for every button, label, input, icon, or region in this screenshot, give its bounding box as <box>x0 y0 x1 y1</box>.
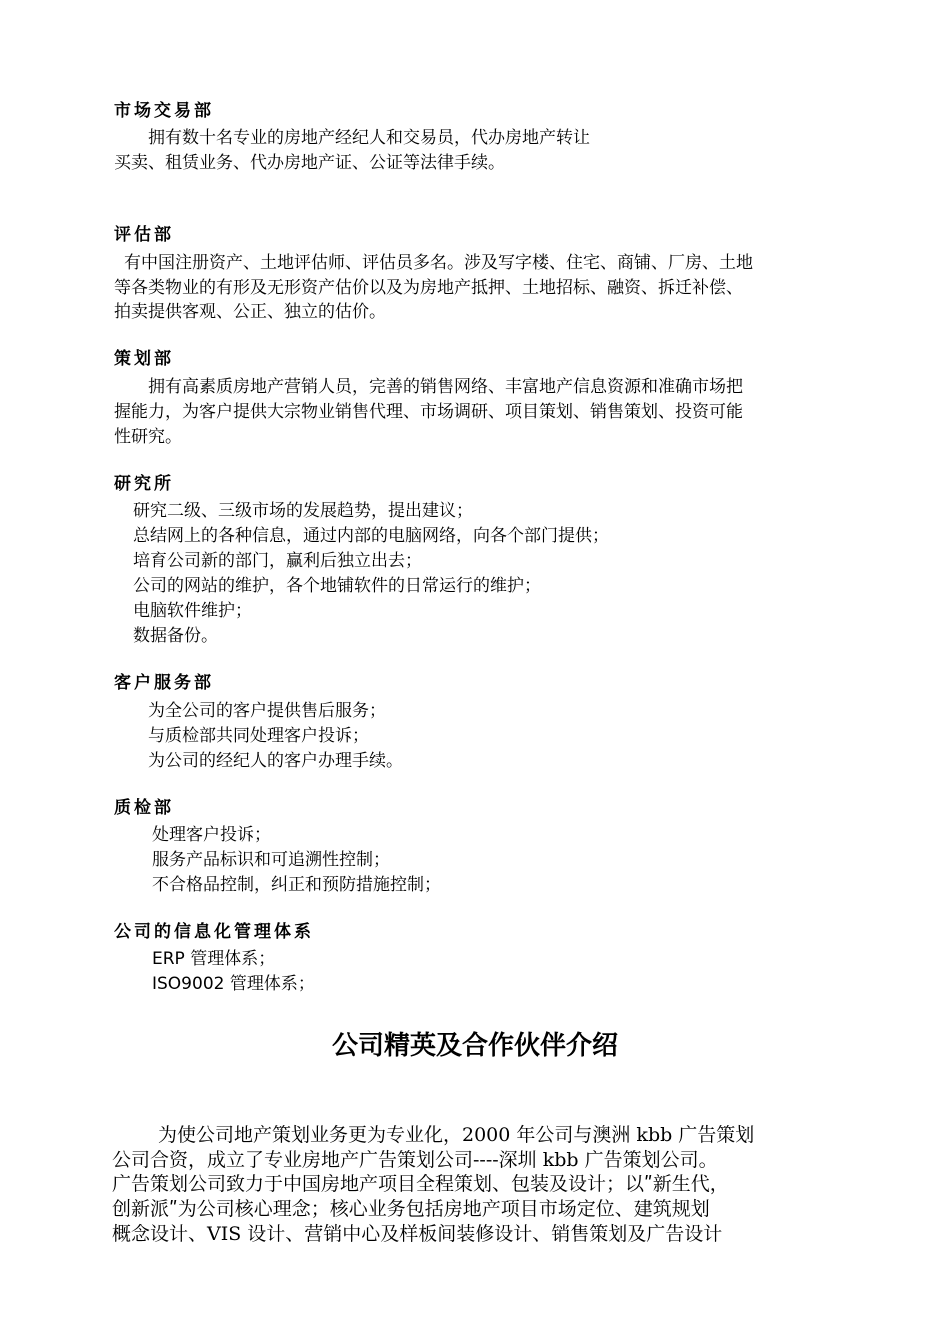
page-title: 公司精英及合作伙伴介绍 <box>331 1031 618 1061</box>
section-line: 处理客户投诉； <box>152 825 271 845</box>
section-line: ISO9002 管理体系； <box>152 974 315 994</box>
section-line: ERP 管理体系； <box>152 949 276 969</box>
section-line: 培育公司新的部门，赢利后独立出去； <box>133 551 422 571</box>
section-line: 有中国注册资产、土地评估师、评估员多名。涉及写字楼、住宅、商铺、厂房、土地 <box>124 253 753 273</box>
section-line: 性研究。 <box>114 427 182 447</box>
intro-line: 为使公司地产策划业务更为专业化，2000 年公司与澳洲 kbb 广告策划 <box>158 1124 755 1146</box>
section-heading-research: 研究所 <box>114 474 174 494</box>
section-line: 电脑软件维护； <box>133 601 252 621</box>
section-line: 公司的网站的维护，各个地铺软件的日常运行的维护； <box>133 576 541 596</box>
section-heading-appraisal: 评估部 <box>114 225 174 245</box>
intro-line: 广告策划公司致力于中国房地产项目全程策划、包装及设计；以ʺ新生代， <box>112 1173 729 1195</box>
section-line: 数据备份。 <box>133 626 218 646</box>
section-heading-planning: 策划部 <box>114 349 174 369</box>
section-line: 总结网上的各种信息，通过内部的电脑网络，向各个部门提供； <box>133 526 609 546</box>
section-line: 与质检部共同处理客户投诉； <box>148 726 369 746</box>
section-line: 为全公司的客户提供售后服务； <box>148 701 386 721</box>
section-heading-information-management: 公司的信息化管理体系 <box>114 922 314 942</box>
intro-line: 公司合资，成立了专业房地产广告策划公司----深圳 kbb 广告策划公司。 <box>112 1149 718 1171</box>
section-line: 握能力，为客户提供大宗物业销售代理、市场调研、项目策划、销售策划、投资可能 <box>114 402 743 422</box>
section-heading-quality-inspection: 质检部 <box>114 798 174 818</box>
section-heading-market-trading: 市场交易部 <box>114 101 214 121</box>
intro-line: 概念设计、VIS 设计、营销中心及样板间装修设计、销售策划及广告设计 <box>112 1223 723 1245</box>
section-line: 等各类物业的有形及无形资产估价以及为房地产抵押、土地招标、融资、拆迁补偿、 <box>114 278 743 298</box>
section-line: 为公司的经纪人的客户办理手续。 <box>148 751 403 771</box>
section-line: 不合格品控制，纠正和预防措施控制； <box>152 875 441 895</box>
section-heading-customer-service: 客户服务部 <box>114 673 214 693</box>
section-line: 服务产品标识和可追溯性控制； <box>152 850 390 870</box>
section-line: 拥有数十名专业的房地产经纪人和交易员，代办房地产转让 <box>148 128 590 148</box>
intro-line: 创新派ʺ为公司核心理念；核心业务包括房地产项目市场定位、建筑规划 <box>112 1198 710 1220</box>
section-line: 拥有高素质房地产营销人员，完善的销售网络、丰富地产信息资源和准确市场把 <box>148 377 743 397</box>
section-line: 拍卖提供客观、公正、独立的估价。 <box>114 302 386 322</box>
section-line: 买卖、租赁业务、代办房地产证、公证等法律手续。 <box>114 153 505 173</box>
section-line: 研究二级、三级市场的发展趋势，提出建议； <box>133 501 473 521</box>
